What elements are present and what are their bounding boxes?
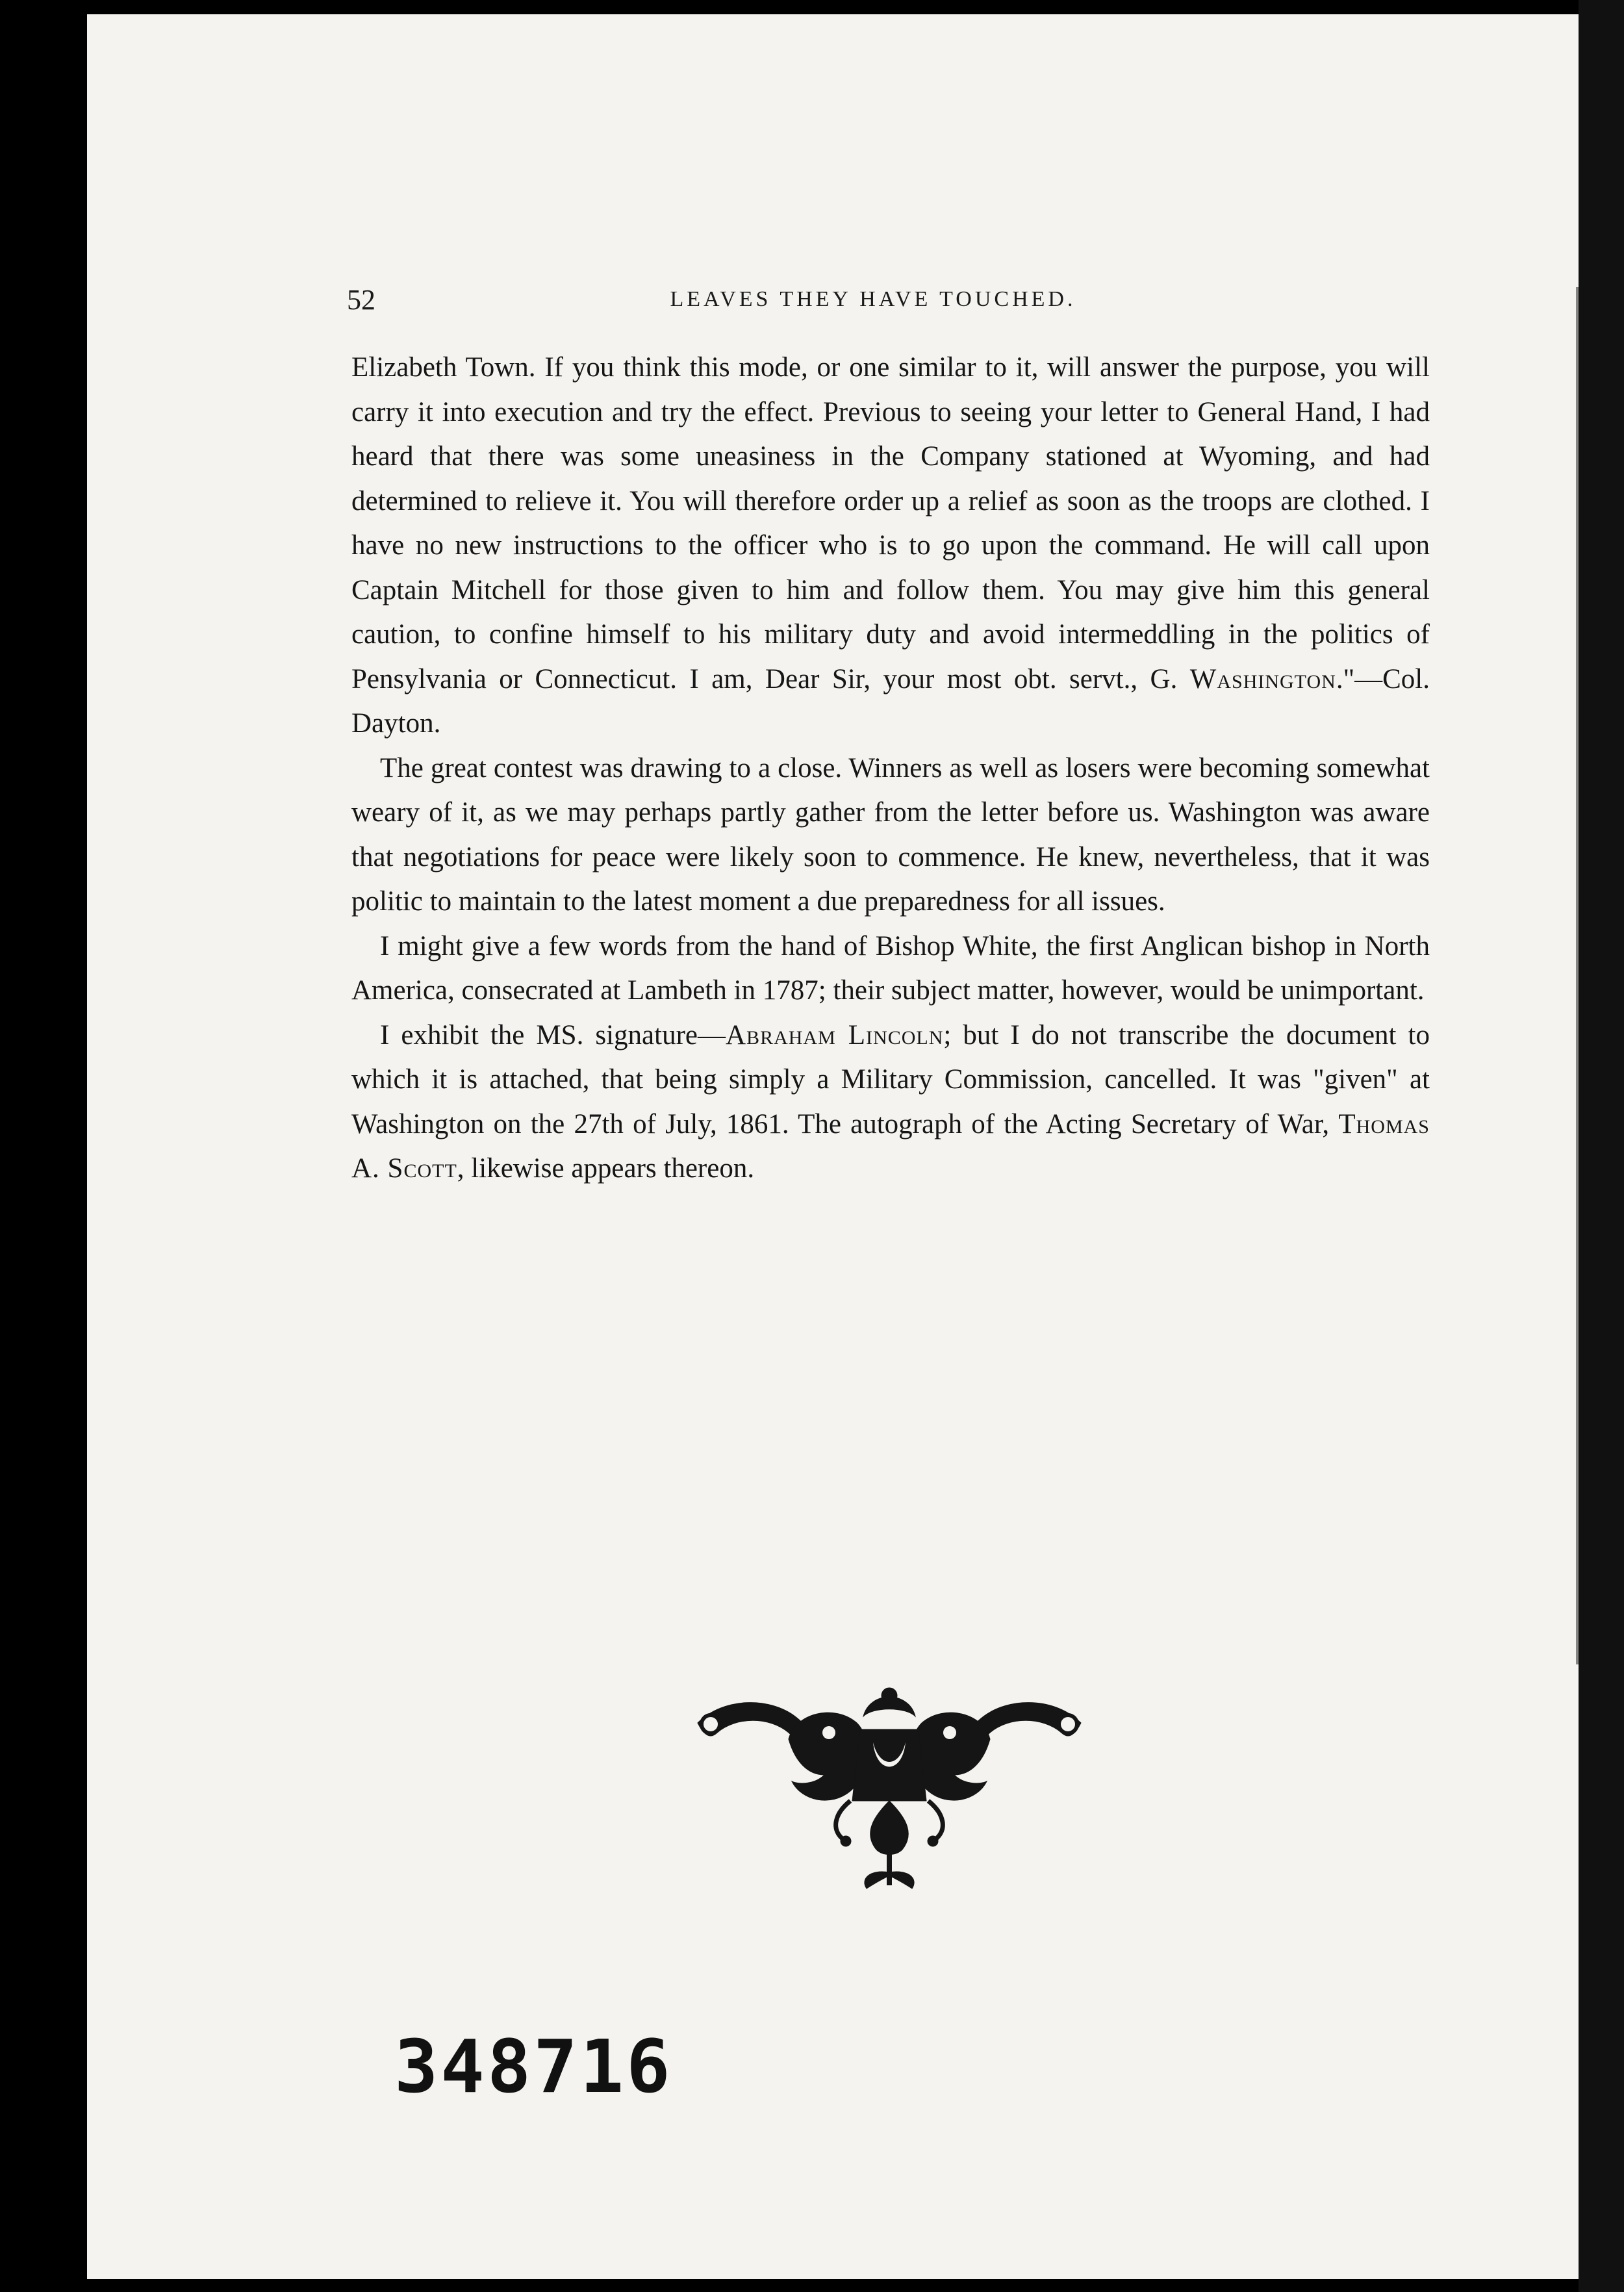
document-page [87, 14, 1585, 2279]
signature-washington: Washington [1189, 663, 1336, 694]
body-text [351, 346, 1430, 1191]
paragraph-text: , likewise appears thereon. [457, 1153, 755, 1184]
catalog-number: 348716 [394, 2025, 673, 2109]
paragraph-text: I might give a few words from the hand of Bishop White, the first Anglican bishop in North America, consecrated at Lambeth in 1787; their subject matter, however, would be unimportant. [351, 930, 1430, 1006]
name-thomas-scott: Thomas A. Scott [351, 1108, 1430, 1184]
paragraph-text: Elizabeth Town. If you think this mode, or one similar to it, will answer the purpose, you will carry it into execution and try the effect. Previous to seeing your letter to General Hand, I had heard that there was some uneasiness in the Company stationed at Wyoming, and had determined to relieve it. You will therefore order up a relief as soon as the troops are clothed. I have no new instructions to the officer who is to go upon the command. He will call upon Captain Mitchell for those given to him and follow them. You may give him this general caution, to confine himself to his military duty and avoid intermeddling in the politics of Pensylvania or Connecticut. I am, Dear Sir, your most obt. servt., G. [351, 352, 1430, 694]
paragraph-text: ."—Col. Dayton. [351, 663, 1430, 739]
signature-lincoln: Abraham Lincoln [726, 1019, 944, 1050]
paragraph-text: ; but I do not transcribe the document to which it is attached, that being simply a Military Commission, cancelled. It was "given" at Washington on the 27th of July, 1861. The autograph of the Acting Secretary of War, [351, 1019, 1430, 1140]
paragraph-letter-ending [351, 346, 1430, 746]
floral-tailpiece-ornament-icon [685, 1677, 1094, 1898]
paragraph-bishop-white [351, 924, 1430, 1013]
page-number: 52 [347, 284, 375, 316]
paragraph-lincoln-signature [351, 1013, 1430, 1191]
scan-edge [1579, 0, 1624, 2292]
paragraph-text: The great contest was drawing to a close. Winners as well as losers were becoming somewhat weary of it, as we may perhaps partly gather from the letter before us. Washington was aware that negotiations for peace were likely soon to commence. He knew, nevertheless, that it was politic to maintain to the latest moment a due preparedness for all issues. [351, 752, 1430, 917]
paragraph-text: I exhibit the MS. signature— [380, 1019, 726, 1050]
paragraph-great-contest [351, 746, 1430, 924]
running-title: LEAVES THEY HAVE TOUCHED. [670, 287, 1076, 311]
running-head [347, 283, 1451, 329]
